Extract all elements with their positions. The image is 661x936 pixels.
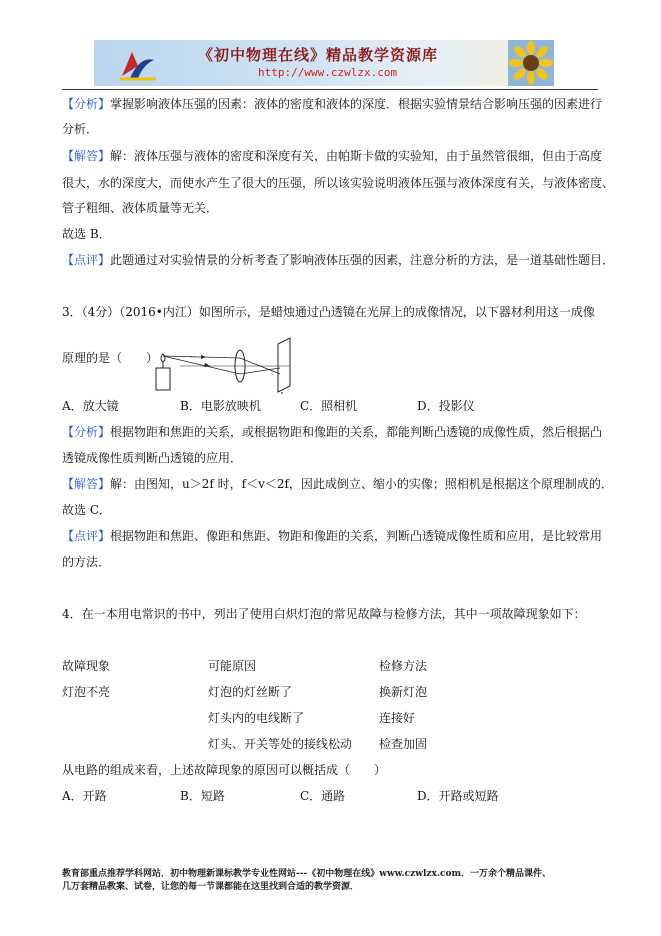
lens-imaging-diagram [150,334,300,394]
q2-analysis: 【分析】掌握影响液体压强的因素：液体的密度和液体的深度．根据实验情景结合影响压强的因素进行 [62,97,603,111]
header-rule [62,89,598,90]
banner-url: http://www.czwlzx.com [258,66,398,79]
q4-option-b: B．短路 [180,789,225,803]
q4-stem-cont: 从电路的组成来看，上述故障现象的原因可以概括成（ ） [62,763,387,777]
sunflower-icon [508,40,554,86]
table-cell: 灯泡不亮 [62,685,111,699]
table-cell: 灯头内的电线断了 [208,711,305,725]
table-cell: 连接好 [379,711,416,725]
q4-option-d: D．开路或短路 [417,789,499,803]
q3-option-b: B．电影放映机 [180,399,261,413]
q3-answer: 【解答】解：由图知，u＞2f 时，f＜v＜2f，因此成倒立、缩小的实像；照相机是根据这个原理制成的． [62,477,613,491]
header-banner [94,40,554,86]
q3-analysis: 【分析】根据物距和焦距的关系，或根据物距和像距的关系，都能判断凸透镜的成像性质，然后根据凸 [62,425,603,439]
table-header-fix: 检修方法 [379,659,428,673]
q3-option-a: A．放大镜 [62,399,119,413]
q2-choice: 故选 B． [62,227,111,241]
q2-answer: 【解答】解：液体压强与液体的密度和深度有关，由帕斯卡做的实验知，由于虽然管很细，但由于高度 [62,149,603,163]
q3-analysis-cont: 透镜成像性质判断凸透镜的应用． [62,451,243,465]
candle-icon [156,354,170,390]
table-cell: 换新灯泡 [379,685,428,699]
q3-option-c: C．照相机 [300,399,358,413]
site-logo-icon [118,46,158,82]
q3-comment: 【点评】根据物距和焦距、像距和焦距、物距和像距的关系，判断凸透镜成像性质和应用，是比较常用 [62,529,603,543]
q3-stem: 3．（4分）（2016•内江）如图所示，是蜡烛通过凸透镜在光屏上的成像情况，以下器材利用这一成像 [62,305,595,319]
q4-option-a: A．开路 [62,789,107,803]
q3-choice: 故选 C． [62,503,111,517]
q3-stem-cont: 原理的是（ ） [62,351,159,365]
table-cell: 检查加固 [379,737,428,751]
q4-stem: 4．在一本用电常识的书中，列出了使用白炽灯泡的常见故障与检修方法，其中一项故障现象如下： [62,607,586,621]
table-cell: 灯泡的灯丝断了 [208,685,293,699]
q3-comment-cont: 的方法． [62,555,111,569]
q2-comment: 【点评】此题通过对实验情景的分析考查了影响液体压强的因素，注意分析的方法，是一道基础性题目． [62,253,615,267]
q2-answer-cont-1: 很大，水的深度大，而使水产生了很大的压强，所以该实验说明液体压强与液体深度有关，与液体密度、 [62,176,615,190]
q2-answer-cont-2: 管子粗细、液体质量等无关． [62,201,219,215]
banner-title: 《初中物理在线》精品教学资源库 [198,46,439,64]
table-cell: 灯头、开关等处的接线松动 [208,737,353,751]
table-header-cause: 可能原因 [208,659,257,673]
footer-line-1: 教育部重点推荐学科网站．初中物理新课标教学专业性网站---《初中物理在线》www.czwlzx.com．一万余个精品课件、 [62,869,552,879]
table-header-symptom: 故障现象 [62,659,111,673]
footer-line-2: 几万套精品教案、试卷，让您的每一节课都能在这里找到合适的教学资源． [62,882,360,892]
q2-analysis-cont: 分析． [62,122,99,136]
light-rays [163,356,280,374]
q4-option-c: C．通路 [300,789,346,803]
q3-option-d: D．投影仪 [417,399,475,413]
